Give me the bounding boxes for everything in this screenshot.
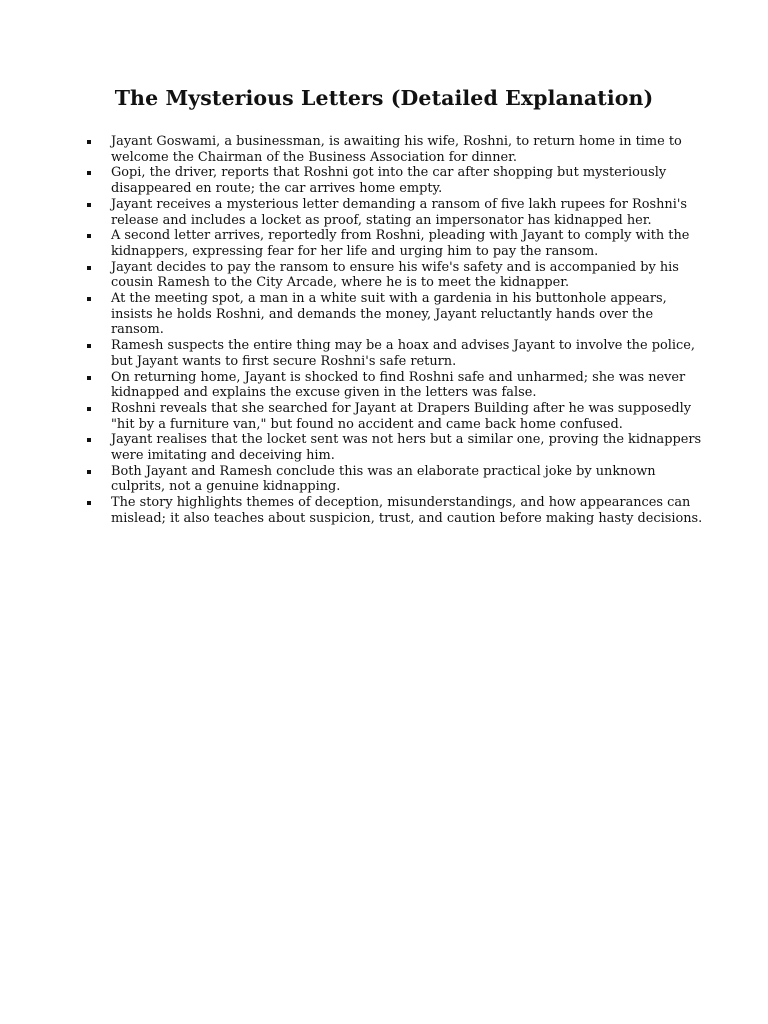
square-bullet-icon xyxy=(87,171,91,175)
square-bullet-icon xyxy=(87,501,91,505)
list-item-text: A second letter arrives, reportedly from Roshni, pleading with Jayant to comply with the kidnappers, expressing fear for her life and urging him to pay the ransom. xyxy=(111,228,690,259)
list-item-text: On returning home, Jayant is shocked to find Roshni safe and unharmed; she was never kidnapped and explains the excuse given in the letters was false. xyxy=(111,369,686,401)
list-item-text: Roshni reveals that she searched for Jayant at Drapers Building after he was supposedly "hit by a furniture van," but found no accident and came back home confused. xyxy=(111,400,692,432)
square-bullet-icon xyxy=(87,344,91,348)
list-item-text: Both Jayant and Ramesh conclude this was an elaborate practical joke by unknown culprits, not a genuine kidnapping. xyxy=(111,463,656,495)
square-bullet-icon xyxy=(87,470,91,474)
square-bullet-icon xyxy=(87,266,91,270)
square-bullet-icon xyxy=(87,234,91,238)
list-item-text: Jayant Goswami, a businessman, is awaiting his wife, Roshni, to return home in time to welcome the Chairman of the Business Association for dinner. xyxy=(111,134,682,165)
list-item-text: Jayant receives a mysterious letter demanding a ransom of five lakh rupees for Roshni's release and includes a locket as proof, stating an impersonator has kidnapped her. xyxy=(111,196,688,228)
list-item xyxy=(85,464,710,495)
square-bullet-icon xyxy=(87,297,91,301)
list-item xyxy=(85,495,710,526)
square-bullet-icon xyxy=(87,376,91,380)
list-item xyxy=(85,432,710,463)
list-item-text: The story highlights themes of deception, misunderstandings, and how appearances can mislead; it also teaches about suspicion, trust, and caution before making hasty decisions. xyxy=(111,495,703,526)
square-bullet-icon xyxy=(87,407,91,411)
bullet-list xyxy=(85,134,710,527)
list-item xyxy=(85,134,710,165)
page-title: The Mysterious Letters (Detailed Explanation) xyxy=(114,86,654,110)
list-item-text: At the meeting spot, a man in a white suit with a gardenia in his buttonhole appears, insists he holds Roshni, and demands the money, Jayant reluctantly hands over the ransom. xyxy=(111,291,667,338)
list-item-text: Gopi, the driver, reports that Roshni got into the car after shopping but mysteriously disappeared en route; the car arrives home empty. xyxy=(111,165,667,197)
list-item xyxy=(85,260,710,291)
list-item xyxy=(85,228,710,259)
list-item xyxy=(85,370,710,401)
square-bullet-icon xyxy=(87,140,91,144)
list-item-text: Jayant decides to pay the ransom to ensure his wife's safety and is accompanied by his cousin Ramesh to the City Arcade, where he is to meet the kidnapper. xyxy=(111,259,679,291)
list-item xyxy=(85,291,710,338)
list-item-text: Ramesh suspects the entire thing may be a hoax and advises Jayant to involve the police, but Jayant wants to first secure Roshni's safe return. xyxy=(111,338,695,369)
list-item-text: Jayant realises that the locket sent was not hers but a similar one, proving the kidnappers were imitating and deceiving him. xyxy=(111,432,702,464)
list-item xyxy=(85,401,710,432)
list-item xyxy=(85,165,710,196)
list-item xyxy=(85,197,710,228)
square-bullet-icon xyxy=(87,203,91,207)
list-item xyxy=(85,338,710,369)
square-bullet-icon xyxy=(87,438,91,442)
